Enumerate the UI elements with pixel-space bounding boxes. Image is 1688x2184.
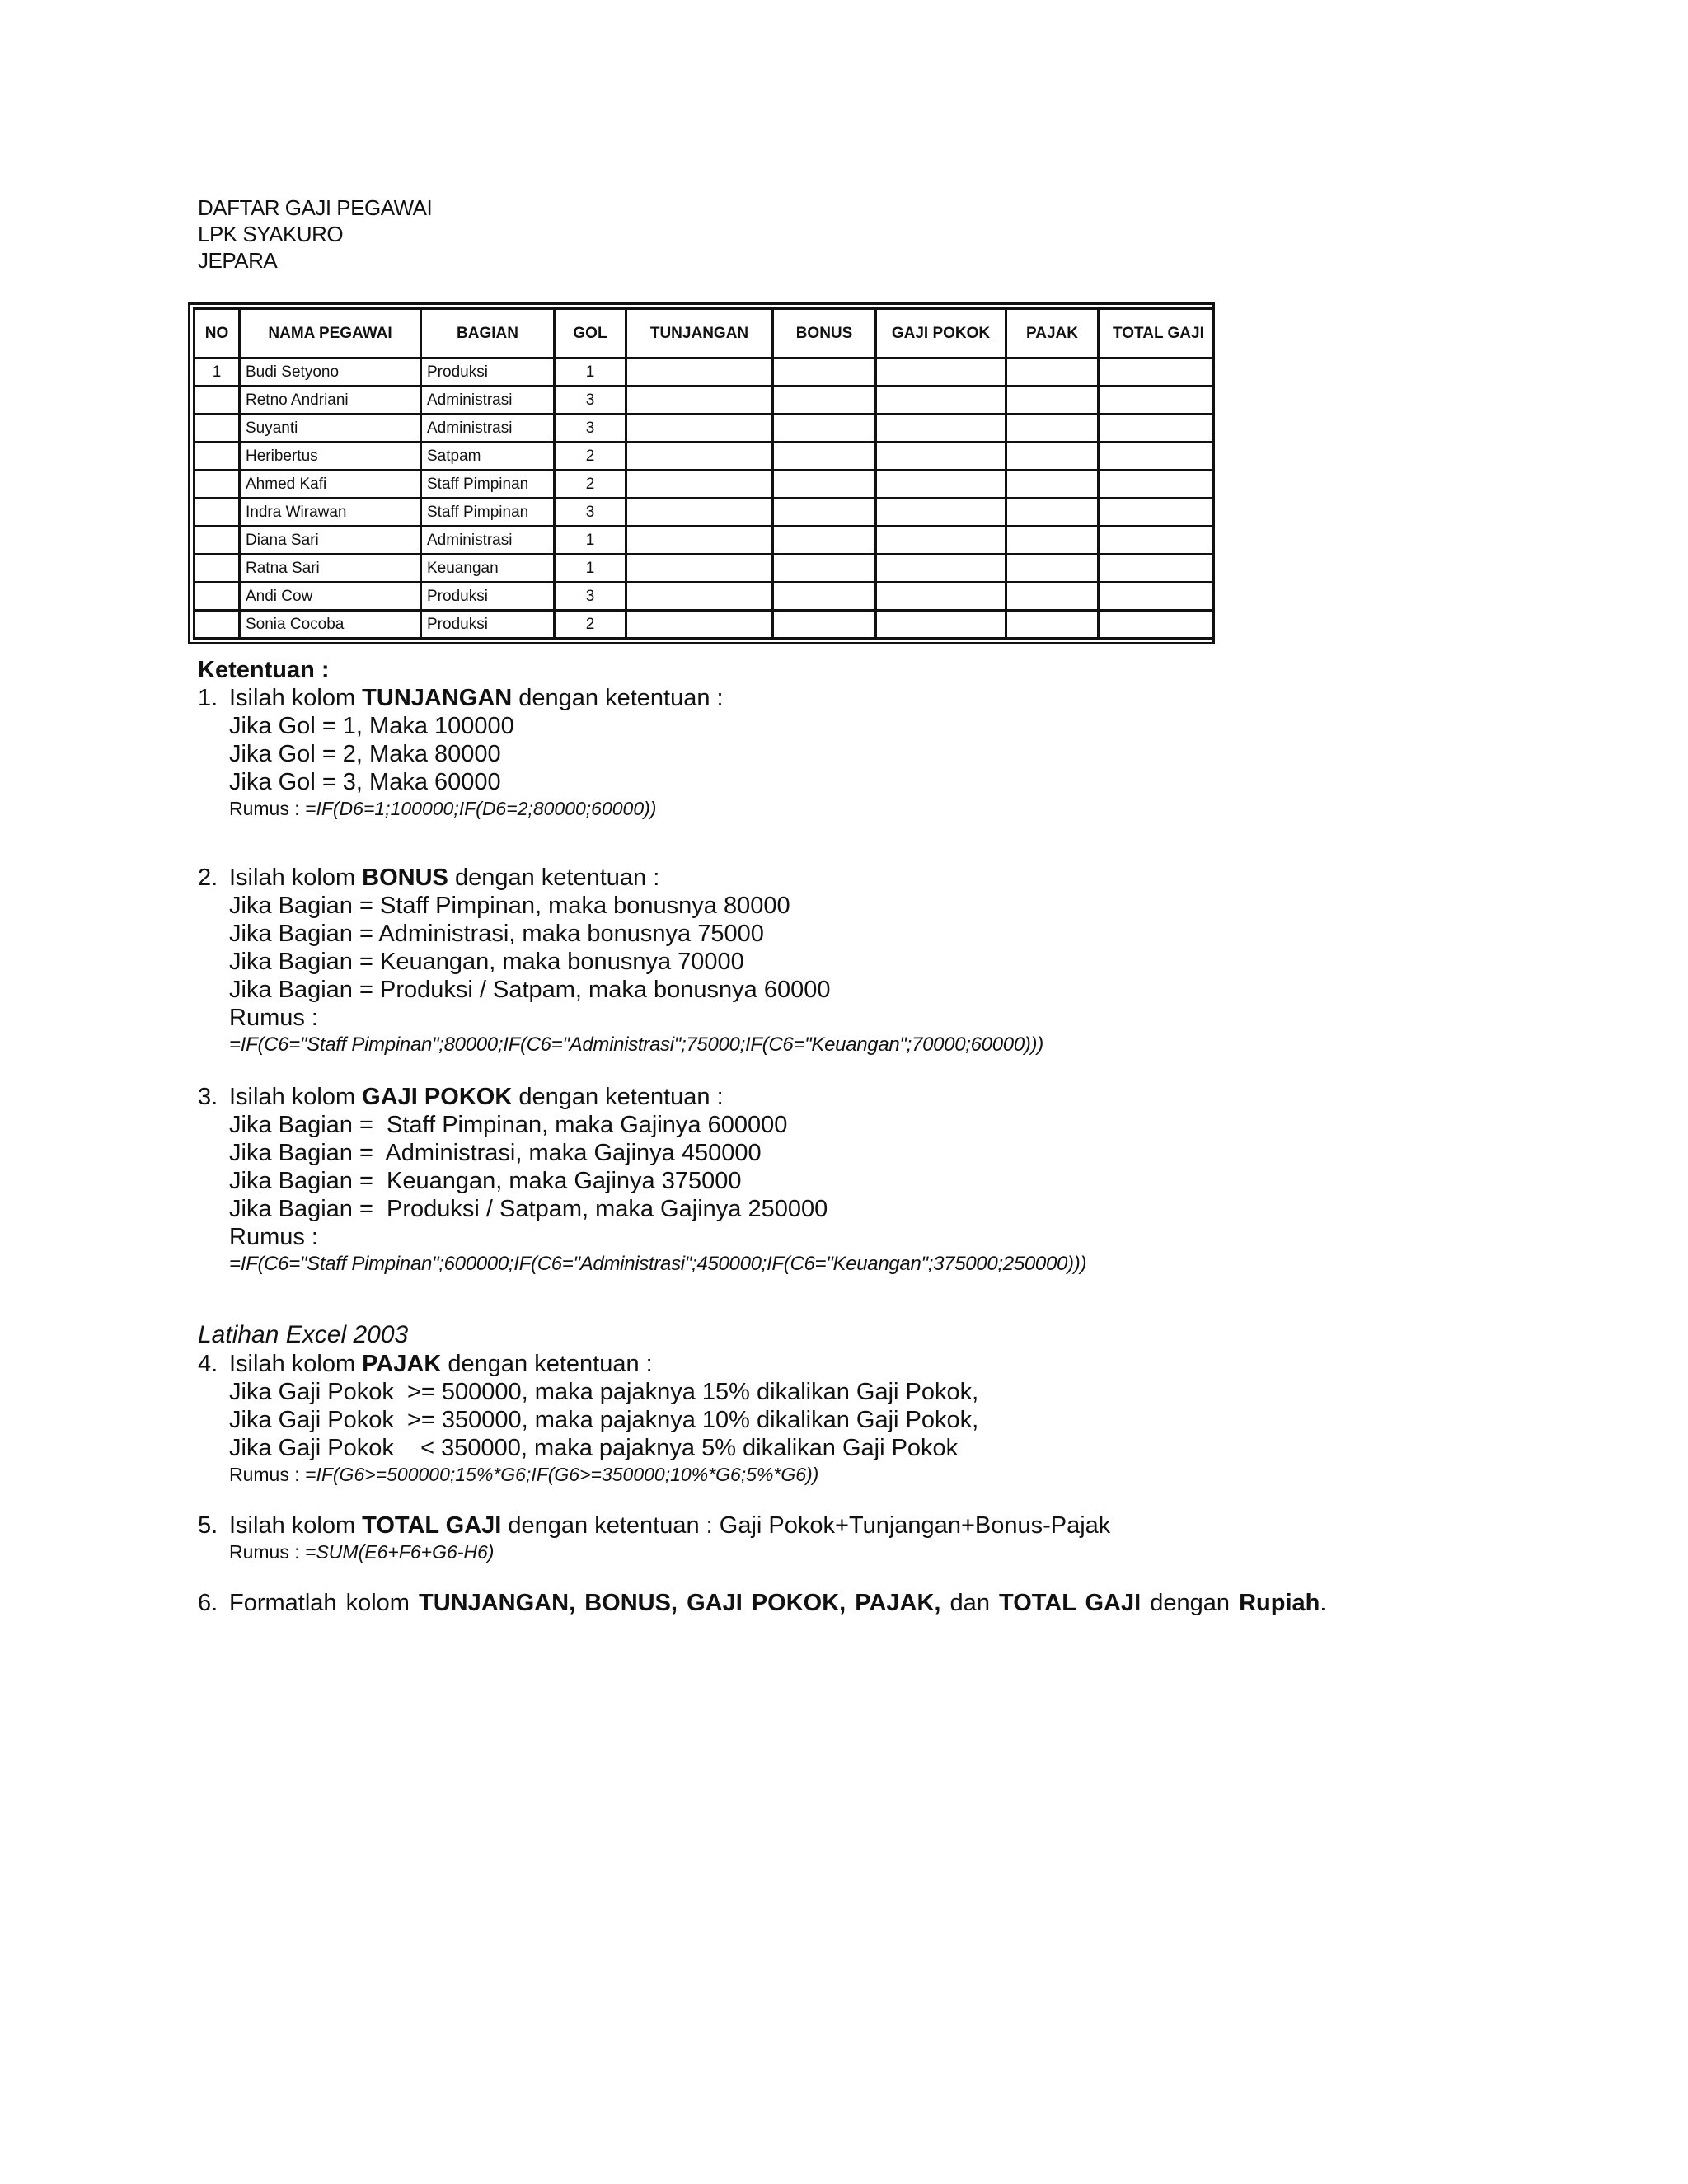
rule-formula [198,1540,1533,1564]
header-institution: LPK SYAKURO [198,222,344,246]
cell-tunjangan [626,359,773,387]
rule-keyword: BONUS [362,865,448,891]
rule-condition: Jika Bagian = Keuangan, maka bonusnya 70000 [229,949,744,975]
cell-tunjangan [626,443,773,471]
cell-bagian: Administrasi [421,415,555,443]
document-header [198,194,432,274]
salary-table-frame [188,302,1215,644]
cell-bagian: Satpam [421,443,555,471]
cell-pajak [1006,527,1099,555]
rule-heading [198,864,1533,892]
cell-total-gaji [1099,387,1214,415]
cell-gol: 1 [555,527,626,555]
formula-text: =SUM(E6+F6+G6-H6) [305,1541,495,1563]
rule-condition: Jika Gaji Pokok >= 350000, maka pajaknya 10% dikalikan Gaji Pokok, [229,1407,979,1433]
rule-number: 6. [198,1590,218,1616]
rule-item-tunjangan [198,684,1533,821]
rule-number: 4. [198,1351,218,1377]
rule-text: dengan ketentuan : Gaji Pokok+Tunjangan+Bonus-Pajak [501,1512,1111,1539]
rule-item-format-rupiah [198,1589,1533,1617]
cell-total-gaji [1099,527,1214,555]
cell-bonus [773,387,876,415]
cell-total-gaji [1099,443,1214,471]
cell-tunjangan [626,527,773,555]
cell-nama-pegawai: Andi Cow [240,583,421,611]
rule-text: dengan ketentuan : [512,685,724,711]
cell-bonus [773,471,876,499]
cell-bagian: Administrasi [421,387,555,415]
rule-text: dengan ketentuan : [441,1351,653,1377]
rule-keyword: TUNJANGAN, [419,1590,576,1616]
cell-total-gaji [1099,611,1214,639]
formula-label: Rumus : [229,1464,306,1485]
rule-condition: Jika Bagian = Administrasi, maka bonusnya 75000 [229,921,764,947]
rule-keyword: BONUS, [584,1590,678,1616]
cell-gaji-pokok [876,359,1006,387]
cell-gaji-pokok [876,443,1006,471]
rule-text: Formatlah kolom [229,1590,420,1616]
cell-bagian: Produksi [421,359,555,387]
rule-keyword: PAJAK [362,1351,442,1377]
cell-bonus [773,611,876,639]
cell-bonus [773,415,876,443]
cell-no [195,471,240,499]
cell-pajak [1006,499,1099,527]
cell-gol: 2 [555,471,626,499]
rule-condition: Jika Bagian = Produksi / Satpam, maka bonusnya 60000 [229,977,831,1003]
rule-formula: =IF(C6="Staff Pimpinan";600000;IF(C6="Administrasi";450000;IF(C6="Keuangan";375000;250000))) [229,1253,1087,1275]
rule-text: Isilah kolom [229,865,363,891]
rule-heading [198,1511,1533,1540]
cell-tunjangan [626,583,773,611]
cell-nama-pegawai: Suyanti [240,415,421,443]
header-title: DAFTAR GAJI PEGAWAI [198,195,433,220]
cell-no: 1 [195,359,240,387]
exercise-title: Latihan Excel 2003 [198,1321,409,1348]
rules-section [198,656,1533,1617]
cell-gaji-pokok [876,471,1006,499]
cell-gol: 2 [555,443,626,471]
cell-tunjangan [626,611,773,639]
cell-total-gaji [1099,359,1214,387]
cell-bagian: Staff Pimpinan [421,471,555,499]
rule-text: dengan ketentuan : [448,865,660,891]
cell-tunjangan [626,387,773,415]
column-header-no: NO [195,309,240,359]
rule-text: Isilah kolom [229,1084,363,1110]
rule-condition: Jika Gol = 1, Maka 100000 [229,713,514,739]
cell-total-gaji [1099,415,1214,443]
rule-keyword: TUNJANGAN [362,685,513,711]
cell-gol: 1 [555,555,626,583]
cell-gaji-pokok [876,499,1006,527]
salary-table [193,307,1215,640]
cell-bonus [773,555,876,583]
formula-text: =IF(D6=1;100000;IF(D6=2;80000;60000)) [305,798,657,819]
cell-bagian: Staff Pimpinan [421,499,555,527]
cell-gaji-pokok [876,387,1006,415]
cell-gol: 1 [555,359,626,387]
cell-gol: 3 [555,583,626,611]
rule-number: 2. [198,865,218,891]
cell-gaji-pokok [876,415,1006,443]
cell-nama-pegawai: Ahmed Kafi [240,471,421,499]
column-header-tunjangan: TUNJANGAN [626,309,773,359]
column-header-gol: GOL [555,309,626,359]
cell-pajak [1006,611,1099,639]
cell-bagian: Produksi [421,611,555,639]
rule-heading [198,1350,1533,1378]
rule-condition: Jika Bagian = Produksi / Satpam, maka Gajinya 250000 [229,1196,828,1222]
cell-gaji-pokok [876,527,1006,555]
cell-tunjangan [626,555,773,583]
cell-gol: 3 [555,499,626,527]
cell-bonus [773,359,876,387]
cell-nama-pegawai: Ratna Sari [240,555,421,583]
cell-nama-pegawai: Diana Sari [240,527,421,555]
cell-bonus [773,499,876,527]
cell-gol: 2 [555,611,626,639]
cell-no [195,415,240,443]
formula-label: Rumus : [229,1005,318,1031]
table-row [195,527,1214,555]
rule-keyword: PAJAK, [855,1590,941,1616]
formula-label: Rumus : [229,1224,318,1250]
cell-nama-pegawai: Sonia Cocoba [240,611,421,639]
cell-tunjangan [626,471,773,499]
table-row [195,415,1214,443]
rule-keyword: GAJI POKOK, [687,1590,846,1616]
rule-number: 5. [198,1512,218,1539]
rule-number: 3. [198,1084,218,1110]
table-body [195,359,1214,639]
rule-condition: Jika Gol = 2, Maka 80000 [229,741,501,767]
cell-gaji-pokok [876,555,1006,583]
rule-heading [198,684,1533,712]
rule-text: dan [940,1590,999,1616]
cell-no [195,387,240,415]
cell-bonus [773,443,876,471]
cell-nama-pegawai: Indra Wirawan [240,499,421,527]
rule-formula: =IF(C6="Staff Pimpinan";80000;IF(C6="Administrasi";75000;IF(C6="Keuangan";70000;60000))) [229,1033,1043,1056]
cell-nama-pegawai: Budi Setyono [240,359,421,387]
rule-condition: Jika Bagian = Administrasi, maka Gajinya 450000 [229,1140,762,1166]
rules-title: Ketentuan : [198,657,330,683]
cell-pajak [1006,359,1099,387]
cell-total-gaji [1099,583,1214,611]
table-row [195,443,1214,471]
rule-condition: Jika Bagian = Keuangan, maka Gajinya 375000 [229,1168,742,1194]
rule-condition: Jika Bagian = Staff Pimpinan, maka Gajinya 600000 [229,1112,788,1138]
rule-formula [198,796,1533,821]
cell-no [195,555,240,583]
cell-pajak [1006,415,1099,443]
table-row [195,611,1214,639]
cell-gaji-pokok [876,611,1006,639]
rule-text: Isilah kolom [229,685,363,711]
rule-keyword: TOTAL GAJI [999,1590,1142,1616]
table-row [195,555,1214,583]
column-header-bagian: BAGIAN [421,309,555,359]
cell-no [195,443,240,471]
cell-no [195,499,240,527]
cell-no [195,611,240,639]
cell-no [195,527,240,555]
rule-text: Isilah kolom [229,1512,363,1539]
formula-label: Rumus : [229,798,306,819]
cell-bonus [773,527,876,555]
cell-nama-pegawai: Heribertus [240,443,421,471]
cell-total-gaji [1099,555,1214,583]
cell-bagian: Administrasi [421,527,555,555]
cell-gol: 3 [555,387,626,415]
cell-no [195,583,240,611]
rule-number: 1. [198,685,218,711]
column-header-pajak: PAJAK [1006,309,1099,359]
rule-condition: Jika Gaji Pokok < 350000, maka pajaknya 5% dikalikan Gaji Pokok [229,1435,959,1461]
formula-text: =IF(G6>=500000;15%*G6;IF(G6>=350000;10%*G6;5%*G6)) [305,1464,819,1485]
header-city: JEPARA [198,248,278,273]
cell-tunjangan [626,415,773,443]
rule-keyword: TOTAL GAJI [362,1512,502,1539]
rule-heading [198,1589,1533,1617]
cell-pajak [1006,387,1099,415]
cell-bagian: Keuangan [421,555,555,583]
cell-pajak [1006,555,1099,583]
rule-formula [198,1462,1533,1487]
column-header-total-gaji: TOTAL GAJI [1099,309,1214,359]
table-row [195,499,1214,527]
table-row [195,387,1214,415]
rule-text: Isilah kolom [229,1351,363,1377]
cell-pajak [1006,471,1099,499]
cell-bonus [773,583,876,611]
rule-condition: Jika Gaji Pokok >= 500000, maka pajaknya 15% dikalikan Gaji Pokok, [229,1379,979,1405]
rule-text: dengan ketentuan : [512,1084,724,1110]
table-row [195,359,1214,387]
table-row [195,471,1214,499]
rule-item-bonus [198,864,1533,1058]
rule-text: dengan [1141,1590,1240,1616]
cell-total-gaji [1099,471,1214,499]
rule-keyword: Rupiah [1239,1590,1320,1616]
column-header-gaji-pokok: GAJI POKOK [876,309,1006,359]
cell-nama-pegawai: Retno Andriani [240,387,421,415]
column-header-bonus: BONUS [773,309,876,359]
cell-gol: 3 [555,415,626,443]
cell-pajak [1006,443,1099,471]
rule-condition: Jika Bagian = Staff Pimpinan, maka bonusnya 80000 [229,893,790,919]
rule-heading [198,1083,1533,1111]
rule-text: . [1320,1590,1327,1616]
cell-tunjangan [626,499,773,527]
rule-item-pajak [198,1350,1533,1487]
table-header-row [195,309,1214,359]
cell-pajak [1006,583,1099,611]
cell-gaji-pokok [876,583,1006,611]
rule-item-gaji-pokok [198,1083,1533,1277]
formula-label: Rumus : [229,1541,306,1563]
cell-total-gaji [1099,499,1214,527]
column-header-nama-pegawai: NAMA PEGAWAI [240,309,421,359]
rule-item-total-gaji [198,1511,1533,1564]
rule-condition: Jika Gol = 3, Maka 60000 [229,769,501,795]
rule-keyword: GAJI POKOK [362,1084,513,1110]
table-row [195,583,1214,611]
cell-bagian: Produksi [421,583,555,611]
